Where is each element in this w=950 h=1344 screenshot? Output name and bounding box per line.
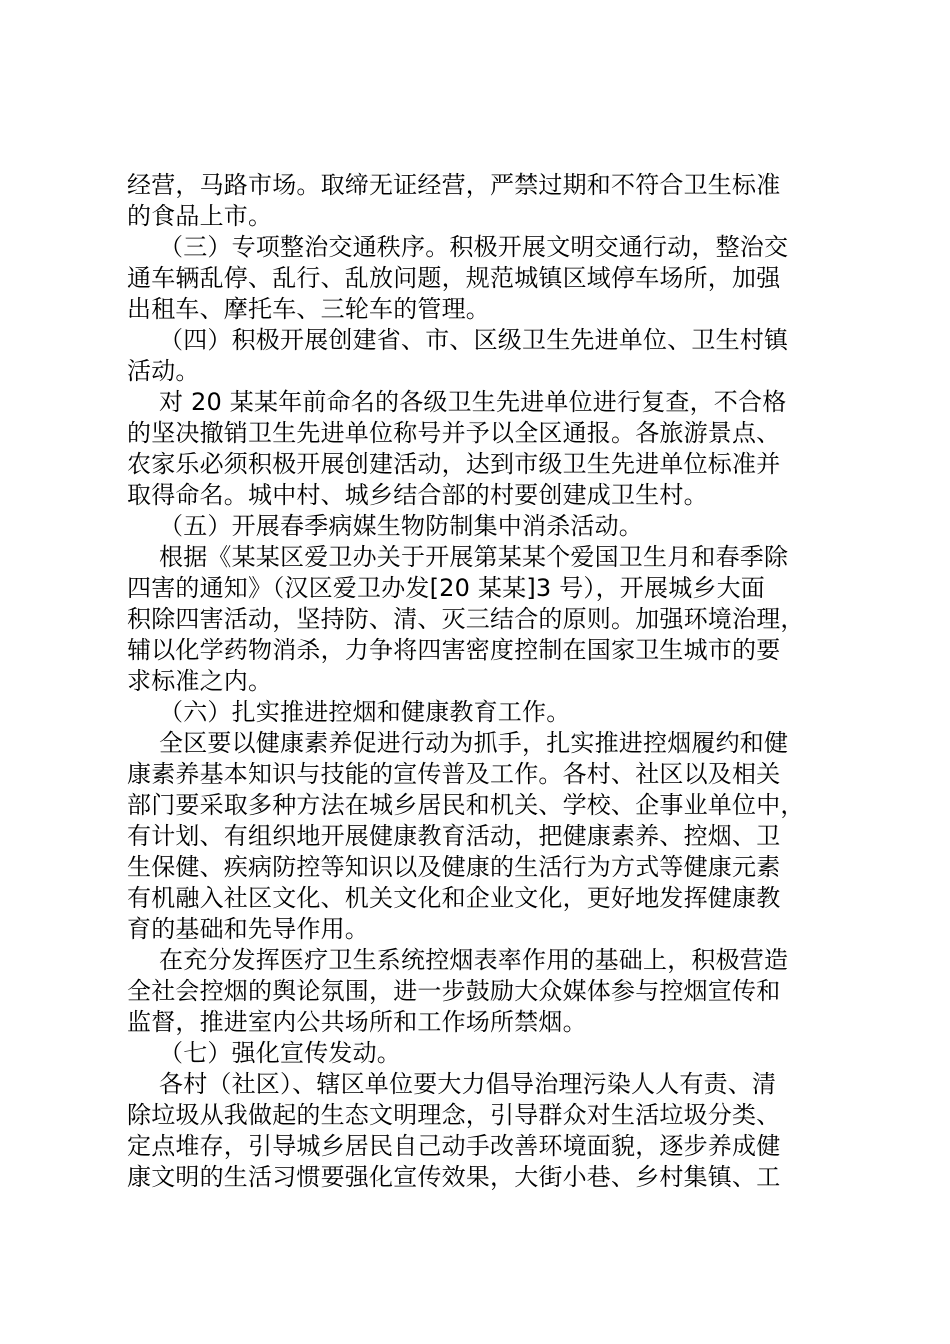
text-line: 对 20 某某年前命名的各级卫生先进单位进行复查，不合格 (159, 388, 787, 416)
text-line: （六）扎实推进控烟和健康教育工作。 (159, 698, 571, 726)
text-line: （七）强化宣传发动。 (159, 1039, 401, 1067)
text-line: 全区要以健康素养促进行动为抓手，扎实推进控烟履约和健 (159, 729, 789, 757)
text-line: 康文明的生活习惯要强化宣传效果，大街小巷、乡村集镇、工 (127, 1163, 781, 1191)
document-body (127, 170, 837, 1193)
text-line: 经营，马路市场。取缔无证经营，严禁过期和不符合卫生标准 (127, 171, 781, 199)
text-line: 出租车、摩托车、三轮车的管理。 (127, 295, 490, 323)
text-line: 农家乐必须积极开展创建活动，达到市级卫生先进单位标准并 (127, 450, 781, 478)
text-line: 积除四害活动，坚持防、清、灭三结合的原则。加强环境治理， (127, 605, 805, 633)
text-line: 部门要采取多种方法在城乡居民和机关、学校、企事业单位中， (127, 791, 805, 819)
text-line: 监督，推进室内公共场所和工作场所禁烟。 (127, 1008, 587, 1036)
text-line: 的坚决撤销卫生先进单位称号并予以全区通报。各旅游景点、 (127, 419, 781, 447)
text-line: 在充分发挥医疗卫生系统控烟表率作用的基础上，积极营造 (159, 946, 789, 974)
text-line: 的食品上市。 (127, 202, 273, 230)
text-line: （四）积极开展创建省、市、区级卫生先进单位、卫生村镇 (159, 326, 789, 354)
text-line: （三）专项整治交通秩序。积极开展文明交通行动，整治交 (159, 233, 789, 261)
text-line: 除垃圾从我做起的生态文明理念，引导群众对生活垃圾分类、 (127, 1101, 781, 1129)
text-line: 生保健、疾病防控等知识以及健康的生活行为方式等健康元素 (127, 853, 781, 881)
text-line: 根据《某某区爱卫办关于开展第某某个爱国卫生月和春季除 (159, 543, 789, 571)
text-line: 康素养基本知识与技能的宣传普及工作。各村、社区以及相关 (127, 760, 781, 788)
text-line: 四害的通知》（汉区爱卫办发[20 某某]3 号），开展城乡大面 (127, 574, 765, 602)
text-line: 育的基础和先导作用。 (127, 915, 369, 943)
text-line: 有计划、有组织地开展健康教育活动，把健康素养、控烟、卫 (127, 822, 781, 850)
text-line: （五）开展春季病媒生物防制集中消杀活动。 (159, 512, 643, 540)
text-line: 有机融入社区文化、机关文化和企业文化，更好地发挥健康教 (127, 884, 781, 912)
text-line: 各村（社区）、辖区单位要大力倡导治理污染人人有责、清 (159, 1070, 777, 1098)
text-line: 定点堆存，引导城乡居民自己动手改善环境面貌，逐步养成健 (127, 1132, 781, 1160)
text-line: 通车辆乱停、乱行、乱放问题，规范城镇区域停车场所，加强 (127, 264, 781, 292)
text-line: 求标准之内。 (127, 667, 273, 695)
text-line: 取得命名。城中村、城乡结合部的村要创建成卫生村。 (127, 481, 708, 509)
text-line: 辅以化学药物消杀，力争将四害密度控制在国家卫生城市的要 (127, 636, 781, 664)
text-line: 活动。 (127, 357, 200, 385)
text-line: 全社会控烟的舆论氛围，进一步鼓励大众媒体参与控烟宣传和 (127, 977, 781, 1005)
